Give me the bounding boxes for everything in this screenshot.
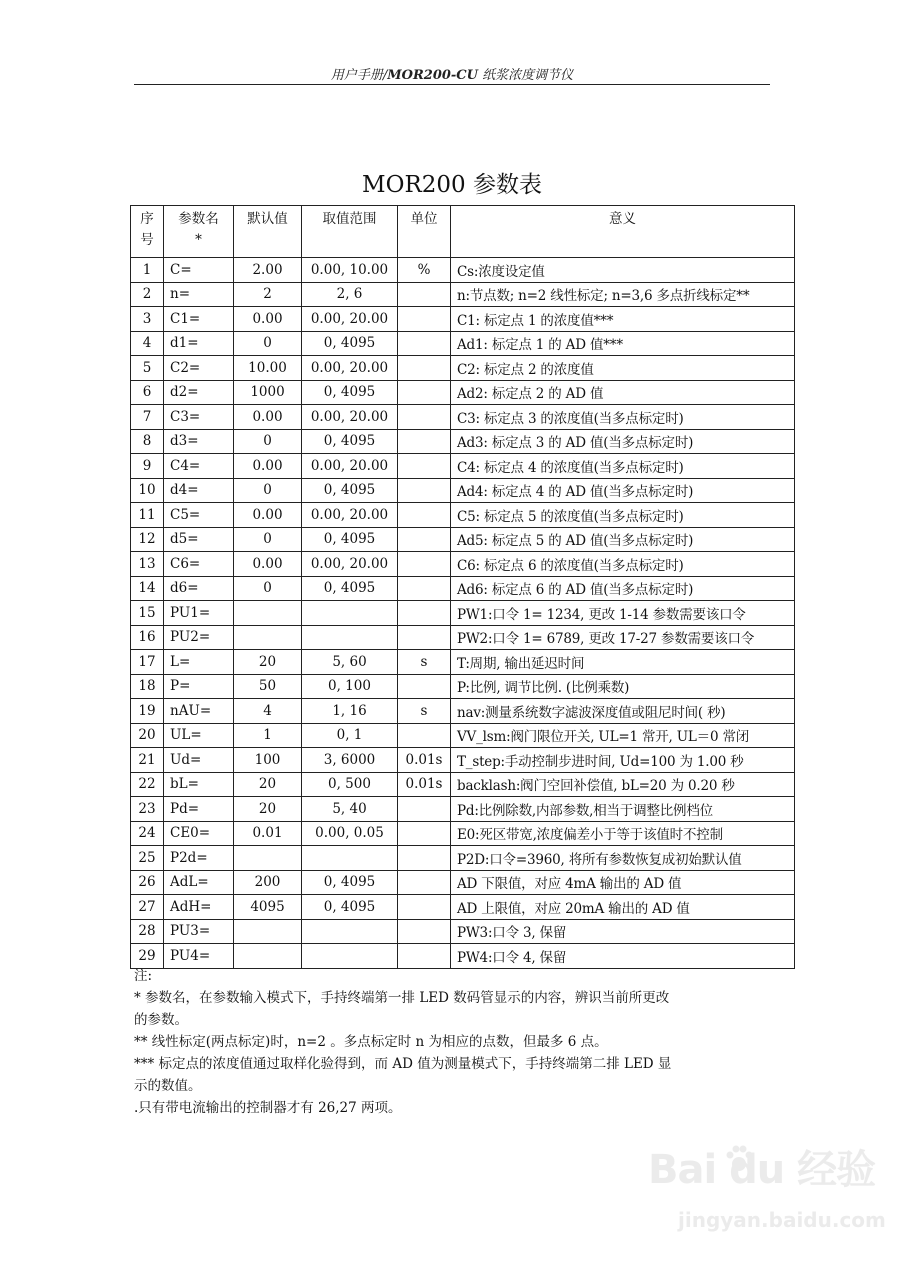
cell-meaning: C6: 标定点 6 的浓度值(当多点标定时)	[451, 552, 795, 577]
header-model: MOR200-CU	[387, 68, 478, 83]
cell-meaning: E0:死区带宽,浓度偏差小于等于该值时不控制	[451, 821, 795, 846]
note-star-2: ** 线性标定(两点标定)时，n=2 。多点标定时 n 为相应的点数，但最多 6 点。	[134, 1034, 608, 1050]
cell-seq: 9	[131, 454, 164, 479]
cell-seq: 10	[131, 478, 164, 503]
table-row	[131, 723, 795, 748]
header-default: 默认值	[234, 206, 302, 258]
cell-range: 0, 4095	[302, 895, 398, 920]
cell-name: C4=	[164, 454, 234, 479]
cell-range: 0, 4095	[302, 429, 398, 454]
baidu-jingyan-watermark	[640, 1138, 890, 1268]
cell-range: 0.00, 20.00	[302, 503, 398, 528]
cell-unit	[398, 919, 451, 944]
cell-meaning: Pd:比例除数,内部参数,相当于调整比例档位	[451, 797, 795, 822]
table-row	[131, 895, 795, 920]
cell-name: C1=	[164, 307, 234, 332]
table-row	[131, 601, 795, 626]
cell-seq: 23	[131, 797, 164, 822]
cell-meaning: Ad1: 标定点 1 的 AD 值***	[451, 331, 795, 356]
cell-range: 5, 40	[302, 797, 398, 822]
cell-meaning: nav:测量系统数字滤波深度值或阻尼时间( 秒)	[451, 699, 795, 724]
cell-default	[234, 625, 302, 650]
cell-unit	[398, 307, 451, 332]
cell-seq: 20	[131, 723, 164, 748]
cell-range: 0.00, 20.00	[302, 307, 398, 332]
cell-meaning: Ad6: 标定点 6 的 AD 值(当多点标定时)	[451, 576, 795, 601]
cell-unit	[398, 478, 451, 503]
cell-range: 5, 60	[302, 650, 398, 675]
cell-seq: 16	[131, 625, 164, 650]
cell-name: UL=	[164, 723, 234, 748]
cell-meaning: PW3:口令 3, 保留	[451, 919, 795, 944]
cell-seq: 27	[131, 895, 164, 920]
cell-seq: 1	[131, 258, 164, 283]
table-row	[131, 797, 795, 822]
header-name	[164, 206, 234, 258]
cell-range: 0, 4095	[302, 576, 398, 601]
table-row	[131, 527, 795, 552]
cell-meaning: P:比例, 调节比例. (比例乘数)	[451, 674, 795, 699]
table-row	[131, 356, 795, 381]
note-star-3-cont: 示的数值。	[134, 1078, 202, 1094]
cell-seq: 15	[131, 601, 164, 626]
cell-seq: 28	[131, 919, 164, 944]
cell-seq: 17	[131, 650, 164, 675]
cell-meaning: T_step:手动控制步进时间, Ud=100 为 1.00 秒	[451, 748, 795, 773]
cell-unit	[398, 380, 451, 405]
cell-default: 0.00	[234, 405, 302, 430]
cell-name: C3=	[164, 405, 234, 430]
notes-section	[134, 965, 774, 1119]
header-range: 取值范围	[302, 206, 398, 258]
cell-meaning: Ad4: 标定点 4 的 AD 值(当多点标定时)	[451, 478, 795, 503]
header-seq	[131, 206, 164, 258]
cell-seq: 19	[131, 699, 164, 724]
cell-unit	[398, 723, 451, 748]
table-row	[131, 650, 795, 675]
cell-seq: 13	[131, 552, 164, 577]
cell-default: 0.00	[234, 503, 302, 528]
cell-range	[302, 919, 398, 944]
cell-name: AdL=	[164, 870, 234, 895]
cell-range: 0.00, 20.00	[302, 454, 398, 479]
cell-seq: 24	[131, 821, 164, 846]
cell-default	[234, 846, 302, 871]
table-row	[131, 625, 795, 650]
cell-unit	[398, 429, 451, 454]
table-row	[131, 258, 795, 283]
header-prefix: 用户手册/	[330, 68, 388, 83]
cell-name: C=	[164, 258, 234, 283]
cell-range: 0, 4095	[302, 870, 398, 895]
cell-name: d6=	[164, 576, 234, 601]
cell-name: PU2=	[164, 625, 234, 650]
cell-unit	[398, 576, 451, 601]
watermark-url: jingyan.baidu.com	[678, 1208, 886, 1232]
cell-range: 0, 4095	[302, 478, 398, 503]
cell-name: C5=	[164, 503, 234, 528]
cell-default: 200	[234, 870, 302, 895]
cell-meaning: backlash:阀门空回补偿值, bL=20 为 0.20 秒	[451, 772, 795, 797]
cell-name: C6=	[164, 552, 234, 577]
cell-seq: 26	[131, 870, 164, 895]
cell-meaning: C4: 标定点 4 的浓度值(当多点标定时)	[451, 454, 795, 479]
note-star-1: * 参数名，在参数输入模式下，手持终端第一排 LED 数码管显示的内容，辨识当前所更改	[134, 990, 670, 1006]
header-suffix: 纸浆浓度调节仪	[477, 68, 574, 83]
cell-seq: 6	[131, 380, 164, 405]
cell-default: 20	[234, 650, 302, 675]
cell-unit: %	[398, 258, 451, 283]
cell-range: 0, 4095	[302, 380, 398, 405]
cell-name: L=	[164, 650, 234, 675]
cell-meaning: Ad2: 标定点 2 的 AD 值	[451, 380, 795, 405]
cell-name: AdH=	[164, 895, 234, 920]
cell-seq: 29	[131, 944, 164, 969]
cell-default: 10.00	[234, 356, 302, 381]
cell-meaning: P2D:口令=3960, 将所有参数恢复成初始默认值	[451, 846, 795, 871]
cell-range: 2, 6	[302, 282, 398, 307]
note-current-output: .只有带电流输出的控制器才有 26,27 两项。	[134, 1100, 402, 1116]
table-row	[131, 405, 795, 430]
cell-range: 0.00, 20.00	[302, 356, 398, 381]
cell-name: d4=	[164, 478, 234, 503]
cell-seq: 14	[131, 576, 164, 601]
cell-range: 0, 1	[302, 723, 398, 748]
cell-name: Ud=	[164, 748, 234, 773]
paw-icon	[724, 1144, 754, 1174]
table-row	[131, 821, 795, 846]
cell-seq: 21	[131, 748, 164, 773]
cell-unit	[398, 356, 451, 381]
cell-unit	[398, 870, 451, 895]
cell-unit	[398, 674, 451, 699]
cell-name: PU4=	[164, 944, 234, 969]
cell-default: 1	[234, 723, 302, 748]
cell-range	[302, 846, 398, 871]
cell-name: Pd=	[164, 797, 234, 822]
table-row	[131, 380, 795, 405]
table-row	[131, 674, 795, 699]
cell-seq: 18	[131, 674, 164, 699]
cell-name: d2=	[164, 380, 234, 405]
header-unit: 单位	[398, 206, 451, 258]
cell-range: 0, 500	[302, 772, 398, 797]
header-name-line1: 参数名	[178, 211, 219, 227]
page-title: MOR200 参数表	[362, 172, 542, 198]
cell-meaning: T:周期, 输出延迟时间	[451, 650, 795, 675]
cell-seq: 8	[131, 429, 164, 454]
cell-default: 4095	[234, 895, 302, 920]
cell-name: nAU=	[164, 699, 234, 724]
cell-range: 1, 16	[302, 699, 398, 724]
cell-unit: 0.01s	[398, 748, 451, 773]
cell-name: d1=	[164, 331, 234, 356]
header-rule	[134, 84, 770, 85]
cell-meaning: C3: 标定点 3 的浓度值(当多点标定时)	[451, 405, 795, 430]
cell-seq: 11	[131, 503, 164, 528]
cell-unit: s	[398, 699, 451, 724]
cell-name: P=	[164, 674, 234, 699]
table-row	[131, 919, 795, 944]
cell-name: d5=	[164, 527, 234, 552]
table-row	[131, 772, 795, 797]
cell-default	[234, 919, 302, 944]
parameter-table	[130, 205, 795, 969]
cell-unit	[398, 601, 451, 626]
cell-meaning: AD 下限值，对应 4mA 输出的 AD 值	[451, 870, 795, 895]
cell-default: 0	[234, 576, 302, 601]
table-row	[131, 870, 795, 895]
header-name-line2: *	[195, 232, 202, 248]
header-seq-line2: 号	[140, 232, 154, 248]
cell-meaning: PW2:口令 1= 6789, 更改 17-27 参数需要该口令	[451, 625, 795, 650]
cell-default: 2	[234, 282, 302, 307]
cell-default: 0.00	[234, 552, 302, 577]
table-row	[131, 576, 795, 601]
cell-unit	[398, 282, 451, 307]
cell-meaning: PW1:口令 1= 1234, 更改 1-14 参数需要该口令	[451, 601, 795, 626]
cell-default: 4	[234, 699, 302, 724]
cell-unit: 0.01s	[398, 772, 451, 797]
cell-meaning: VV_lsm:阀门限位开关, UL=1 常开, UL＝0 常闭	[451, 723, 795, 748]
cell-unit	[398, 552, 451, 577]
cell-range: 0, 4095	[302, 527, 398, 552]
cell-range	[302, 601, 398, 626]
cell-default: 50	[234, 674, 302, 699]
table-body	[131, 258, 795, 969]
cell-unit	[398, 625, 451, 650]
cell-default: 2.00	[234, 258, 302, 283]
cell-default: 100	[234, 748, 302, 773]
cell-meaning: C5: 标定点 5 的浓度值(当多点标定时)	[451, 503, 795, 528]
cell-range: 0.00, 20.00	[302, 405, 398, 430]
cell-range: 0.00, 0.05	[302, 821, 398, 846]
cell-meaning: Ad3: 标定点 3 的 AD 值(当多点标定时)	[451, 429, 795, 454]
cell-unit	[398, 527, 451, 552]
cell-default: 0.00	[234, 454, 302, 479]
notes-label: 注:	[134, 968, 153, 984]
cell-meaning: n:节点数; n=2 线性标定; n=3,6 多点折线标定**	[451, 282, 795, 307]
table-row	[131, 429, 795, 454]
cell-name: PU3=	[164, 919, 234, 944]
cell-meaning: PW4:口令 4, 保留	[451, 944, 795, 969]
cell-seq: 12	[131, 527, 164, 552]
cell-default: 20	[234, 772, 302, 797]
cell-meaning: C1: 标定点 1 的浓度值***	[451, 307, 795, 332]
table-header-row	[131, 206, 795, 258]
cell-range: 3, 6000	[302, 748, 398, 773]
cell-unit	[398, 821, 451, 846]
table-row	[131, 748, 795, 773]
page-header	[134, 64, 770, 83]
cell-seq: 5	[131, 356, 164, 381]
cell-name: PU1=	[164, 601, 234, 626]
cell-meaning: C2: 标定点 2 的浓度值	[451, 356, 795, 381]
cell-unit: s	[398, 650, 451, 675]
cell-name: d3=	[164, 429, 234, 454]
cell-meaning: Ad5: 标定点 5 的 AD 值(当多点标定时)	[451, 527, 795, 552]
cell-default: 0	[234, 429, 302, 454]
cell-range: 0.00, 20.00	[302, 552, 398, 577]
table-row	[131, 282, 795, 307]
cell-unit	[398, 503, 451, 528]
cell-unit	[398, 331, 451, 356]
cell-unit	[398, 405, 451, 430]
cell-seq: 2	[131, 282, 164, 307]
cell-default: 0.01	[234, 821, 302, 846]
table-row	[131, 503, 795, 528]
cell-seq: 22	[131, 772, 164, 797]
cell-unit	[398, 454, 451, 479]
cell-default: 0	[234, 331, 302, 356]
watermark-logo: Bai du 经验	[648, 1147, 876, 1193]
cell-range: 0, 100	[302, 674, 398, 699]
table-row	[131, 331, 795, 356]
cell-range: 0.00, 10.00	[302, 258, 398, 283]
cell-default	[234, 601, 302, 626]
cell-range: 0, 4095	[302, 331, 398, 356]
cell-default: 0	[234, 478, 302, 503]
cell-name: n=	[164, 282, 234, 307]
table-row	[131, 552, 795, 577]
cell-meaning: AD 上限值，对应 20mA 输出的 AD 值	[451, 895, 795, 920]
cell-unit	[398, 797, 451, 822]
cell-name: C2=	[164, 356, 234, 381]
cell-name: CE0=	[164, 821, 234, 846]
cell-unit	[398, 895, 451, 920]
cell-default: 20	[234, 797, 302, 822]
cell-range	[302, 625, 398, 650]
cell-seq: 7	[131, 405, 164, 430]
cell-seq: 4	[131, 331, 164, 356]
header-meaning: 意义	[451, 206, 795, 258]
cell-default: 1000	[234, 380, 302, 405]
table-row	[131, 846, 795, 871]
cell-default: 0	[234, 527, 302, 552]
cell-name: bL=	[164, 772, 234, 797]
note-star-1-cont: 的参数。	[134, 1012, 188, 1028]
table-row	[131, 307, 795, 332]
note-star-3: *** 标定点的浓度值通过取样化验得到，而 AD 值为测量模式下，手持终端第二排 LED 显	[134, 1056, 672, 1072]
cell-name: P2d=	[164, 846, 234, 871]
table-row	[131, 454, 795, 479]
header-seq-line1: 序	[140, 211, 154, 227]
cell-unit	[398, 846, 451, 871]
cell-meaning: Cs:浓度设定值	[451, 258, 795, 283]
cell-seq: 3	[131, 307, 164, 332]
table-row	[131, 478, 795, 503]
cell-seq: 25	[131, 846, 164, 871]
table-row	[131, 699, 795, 724]
cell-default: 0.00	[234, 307, 302, 332]
